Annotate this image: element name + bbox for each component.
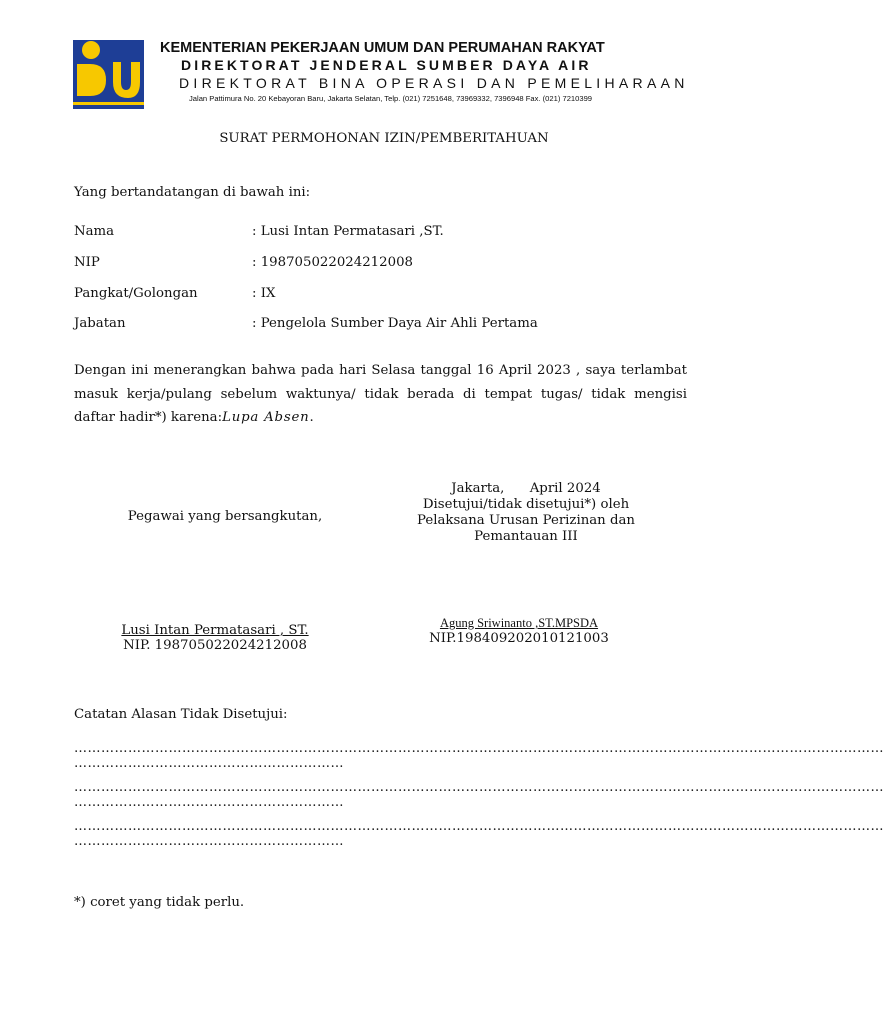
field-label-nama: Nama (74, 224, 115, 239)
statement-reason: Lupa Absen (222, 410, 310, 425)
header-ministry: KEMENTERIAN PEKERJAAN UMUM DAN PERUMAHAN RAKYAT (160, 40, 605, 56)
header-directorate-general: DIREKTORAT JENDERAL SUMBER DAYA AIR (181, 57, 592, 73)
approver-name: Agung Sriwinanto ,ST.MPSDA (439, 616, 599, 630)
dotted-line-short: …………………………………………………… (74, 834, 344, 849)
dotted-line-short: …………………………………………………… (74, 756, 344, 771)
statement-line-3 (74, 406, 687, 430)
field-value-jabatan: : Pengelola Sumber Daya Air Ahli Pertama (252, 316, 538, 331)
dotted-line: ……………………………………………………………………………………………………………………………………………………………… (74, 819, 884, 834)
approver-line-2: Disetujui/tidak disetujui*) oleh (422, 497, 630, 512)
statement-reason-prefix: daftar hadir*) karena: (74, 410, 223, 425)
statement-reason-suffix: . (309, 410, 314, 425)
approver-place-date: Jakarta, April 2024 (451, 481, 601, 496)
approver-line-3: Pelaksana Urusan Perizinan dan (417, 513, 635, 528)
field-label-jabatan: Jabatan (74, 316, 126, 331)
dotted-line: ……………………………………………………………………………………………………………………………………………………………… (74, 741, 884, 756)
header-directorate: DIREKTORAT BINA OPERASI DAN PEMELIHARAAN (179, 75, 689, 91)
statement-line-1: Dengan ini menerangkan bahwa pada hari Selasa tanggal 16 April 2023 , saya terlambat (74, 363, 687, 378)
dotted-line: ……………………………………………………………………………………………………………………………………………………………… (74, 780, 884, 795)
approver-nip: NIP.198409202010121003 (429, 631, 609, 646)
employee-name: Lusi Intan Permatasari , ST. (121, 623, 309, 638)
notes-heading: Catatan Alasan Tidak Disetujui: (74, 707, 288, 722)
intro-text: Yang bertandatangan di bawah ini: (74, 185, 311, 200)
employee-signature-heading: Pegawai yang bersangkutan, (127, 509, 323, 524)
field-value-pangkat: : IX (252, 286, 276, 301)
pupr-logo-icon (73, 40, 144, 109)
document-title: SURAT PERMOHONAN IZIN/PEMBERITAHUAN (219, 131, 549, 146)
footnote: *) coret yang tidak perlu. (74, 895, 245, 910)
field-value-nama: : Lusi Intan Permatasari ,ST. (252, 224, 444, 239)
header-address: Jalan Pattimura No. 20 Kebayoran Baru, Jakarta Selatan, Telp. (021) 7251648, 73969332, 7396948 Fax. (021) 7210399 (189, 94, 593, 103)
approver-line-4: Pemantauan III (474, 529, 578, 544)
field-label-nip: NIP (74, 255, 100, 270)
approver-block (388, 481, 664, 545)
dotted-line-short: …………………………………………………… (74, 795, 344, 810)
notes-line-1 (74, 741, 884, 771)
employee-nip: NIP. 198705022024212008 (123, 638, 307, 653)
notes-line-2 (74, 780, 884, 810)
field-value-nip: : 198705022024212008 (252, 255, 413, 270)
notes-line-3 (74, 819, 884, 849)
field-label-pangkat: Pangkat/Golongan (74, 286, 198, 301)
statement-line-2: masuk kerja/pulang sebelum waktunya/ tidak berada di tempat tugas/ tidak mengisi (74, 386, 687, 402)
statement-paragraph (74, 359, 687, 430)
